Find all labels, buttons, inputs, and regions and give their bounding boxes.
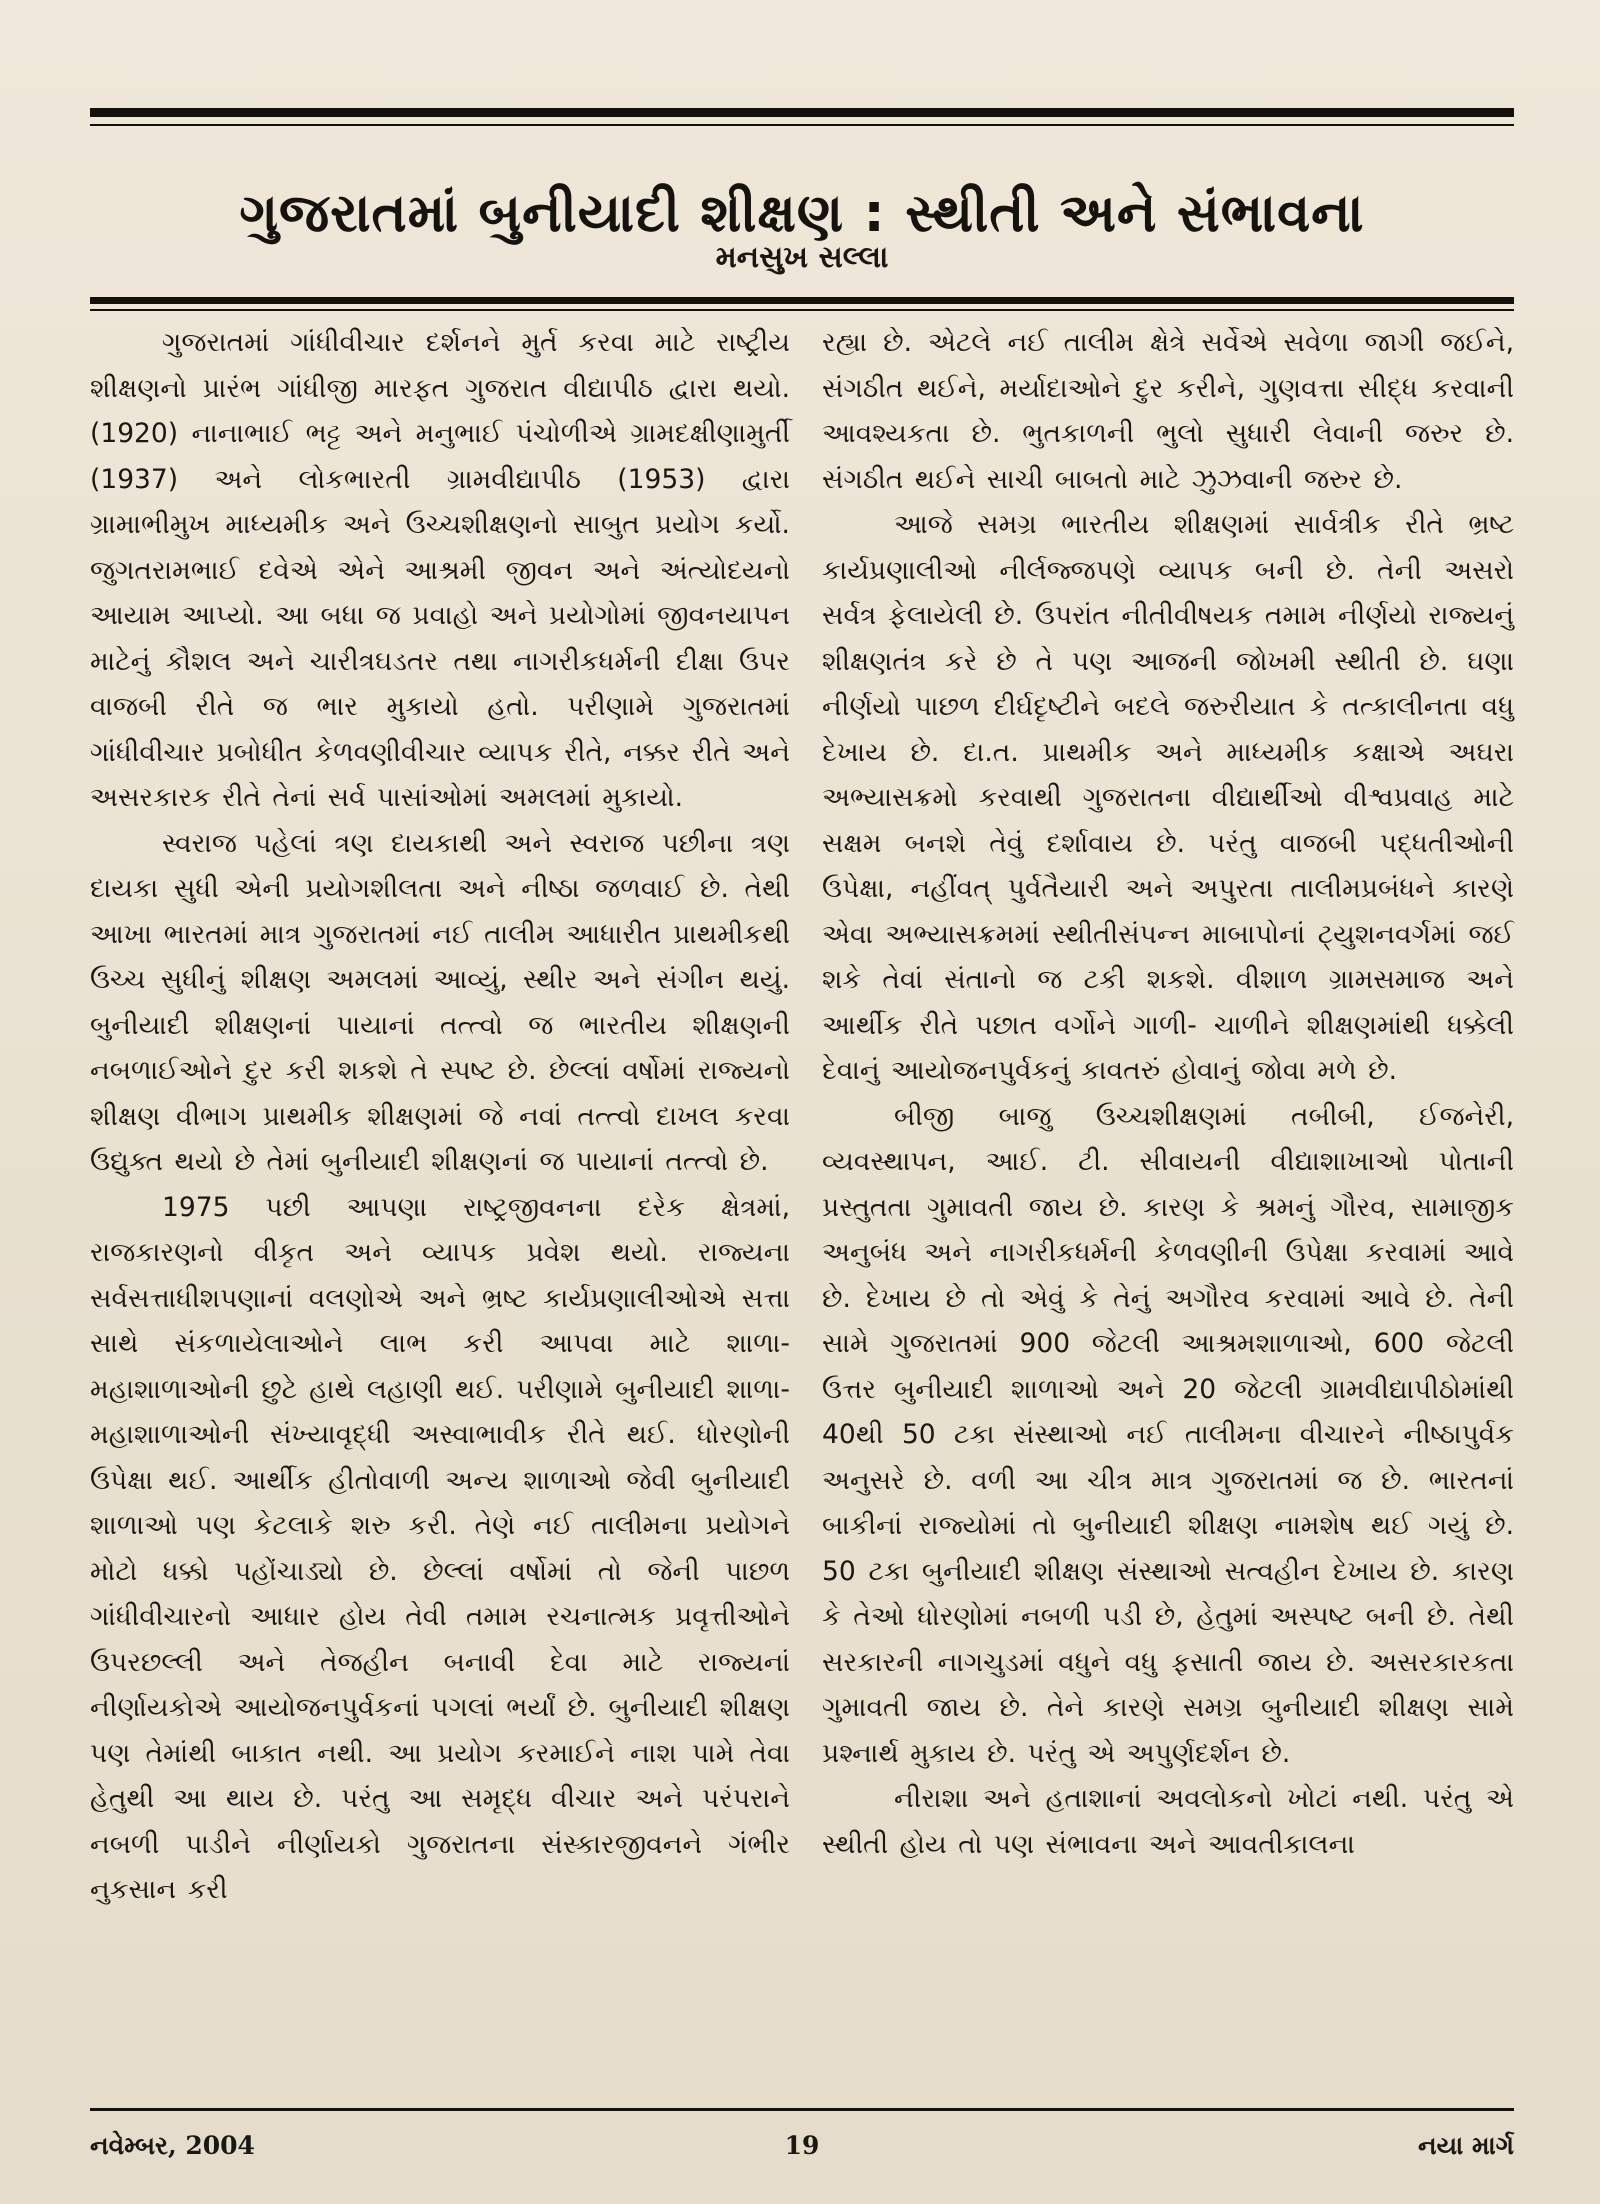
- paragraph: બીજી બાજુ ઉચ્ચશીક્ષણમાં તબીબી, ઈજનેરી, વ્યવસ્થાપન, આઈ. ટી. સીવાયની વીદ્યાશાખાઓ પોતાની પ્રસ્તુતતા ગુમાવતી જાય છે. કારણ કે શ્રમનું ગૌરવ, સામાજીક અનુબંધ અને નાગરીકધર્મની કેળવણીની ઉપેક્ષા કરવામાં આવે છે. દેખાય છે તો એવું કે તેનું અગૌરવ કરવામાં આવે છે. તેની સામે ગુજરાતમાં 900 જેટલી આશ્રમશાળાઓ, 600 જેટલી ઉત્તર બુનીયાદી શાળાઓ અને 20 જેટલી ગ્રામવીદ્યાપીઠોમાંથી 40થી 50 ટકા સંસ્થાઓ નઈ તાલીમના વીચારને નીષ્ઠાપુર્વક અનુસરે છે. વળી આ ચીત્ર માત્ર ગુજરાતમાં જ છે. ભારતનાં બાકીનાં રાજ્યોમાં તો બુનીયાદી શીક્ષણ નામશેષ થઈ ગયું છે. 50 ટકા બુનીયાદી શીક્ષણ સંસ્થાઓ સત્વહીન દેખાય છે. કારણ કે તેઓ ધોરણોમાં નબળી પડી છે, હેતુમાં અસ્પષ્ટ બની છે. તેથી સરકારની નાગચુડમાં વધુને વધુ ફસાતી જાય છે. અસરકારકતા ગુમાવતી જાય છે. તેને કારણે સમગ્ર બુનીયાદી શીક્ષણ સામે પ્રશ્નાર્થ મુકાય છે. પરંતુ એ અપુર્ણદર્શન છે.: [822, 1100, 1514, 1769]
- paragraph: 1975 પછી આપણા રાષ્ટ્રજીવનના દરેક ક્ષેત્રમાં, રાજકારણનો વીકૃત અને વ્યાપક પ્રવેશ થયો. રાજ્યના સર્વસત્તાધીશપણાનાં વલણોએ અને ભ્રષ્ટ કાર્યપ્રણાલીઓએ સત્તા સાથે સંકળાયેલાઓને લાભ કરી આપવા માટે શાળા-મહાશાળાઓની છુટે હાથે લહાણી થઈ. પરીણામે બુનીયાદી શાળા-મહાશાળાઓની સંખ્યાવૃદ્ધી અસ્વાભાવીક રીતે થઈ. ધોરણોની ઉપેક્ષા થઈ. આર્થીક હીતોવાળી અન્ય શાળાઓ જેવી બુનીયાદી શાળાઓ પણ કેટલાકે શરુ કરી. તેણે નઈ તાલીમના પ્રયોગને મોટો ધક્કો પહોંચાડ્યો છે. છેલ્લાં વર્ષોમાં તો જેની પાછળ ગાંધીવીચારનો આધાર હોય તેવી તમામ રચનાત્મક પ્રવૃત્તીઓને ઉપરછલ્લી અને તેજહીન બનાવી દેવા માટે રાજ્યનાં નીર્ણાયકોએ આયોજનપુર્વકનાં પગલાં ભર્યાં છે. બુનીયાદી શીક્ષણ પણ તેમાંથી બાકાત નથી. આ પ્રયોગ કરમાઈને નાશ પામે તેવા હેતુથી આ થાય છે. પરંતુ આ સમૃદ્ધ વીચાર અને પરંપરાને નબળી પાડીને નીર્ણાયકો ગુજરાતના સંસ્કારજીવનને ગંભીર નુકસાન કરી: [90, 1191, 790, 1905]
- page-number: 19: [784, 2131, 820, 2160]
- article-title: ગુજરાતમાં બુનીયાદી શીક્ષણ : સ્થીતી અને સંભાવના: [239, 182, 1365, 244]
- top-rule-thick: [90, 108, 1514, 117]
- left-column: [90, 320, 790, 1913]
- page-footer: [90, 2122, 1514, 2170]
- paragraph: નીરાશા અને હતાશાનાં અવલોકનો ખોટાં નથી. પરંતુ એ સ્થીતી હોય તો પણ સંભાવના અને આવતીકાલના: [822, 1783, 1514, 1860]
- paragraph: સ્વરાજ પહેલાં ત્રણ દાયકાથી અને સ્વરાજ પછીના ત્રણ દાયકા સુધી એની પ્રયોગશીલતા અને નીષ્ઠા જળવાઈ છે. તેથી આખા ભારતમાં માત્ર ગુજરાતમાં નઈ તાલીમ આધારીત પ્રાથમીકથી ઉચ્ચ સુધીનું શીક્ષણ અમલમાં આવ્યું, સ્થીર અને સંગીન થયું. બુનીયાદી શીક્ષણનાં પાયાનાં તત્ત્વો જ ભારતીય શીક્ષણની નબળાઈઓને દુર કરી શકશે તે સ્પષ્ટ છે. છેલ્લાં વર્ષોમાં રાજ્યનો શીક્ષણ વીભાગ પ્રાથમીક શીક્ષણમાં જે નવાં તત્ત્વો દાખલ કરવા ઉદ્યુક્ત થયો છે તેમાં બુનીયાદી શીક્ષણનાં જ પાયાનાં તત્ત્વો છે.: [90, 827, 790, 1177]
- header-rule-thin: [90, 309, 1514, 311]
- right-column: [822, 320, 1514, 1867]
- issue-date: નવેમ્બર, 2004: [90, 2131, 255, 2160]
- footer-rule: [90, 2108, 1514, 2111]
- header-rule-thick: [90, 297, 1514, 304]
- paragraph: ગુજરાતમાં ગાંધીવીચાર દર્શનને મુર્ત કરવા માટે રાષ્ટ્રીય શીક્ષણનો પ્રારંભ ગાંધીજી મારફત ગુજરાત વીદ્યાપીઠ દ્વારા થયો. (1920) નાનાભાઈ ભટ્ટ અને મનુભાઈ પંચોળીએ ગ્રામદક્ષીણામુર્તી (1937) અને લોકભારતી ગ્રામવીદ્યાપીઠ (1953) દ્વારા ગ્રામાભીમુખ માધ્યમીક અને ઉચ્ચશીક્ષણનો સાબુત પ્રયોગ કર્યો. જુગતરામભાઈ દવેએ એને આશ્રમી જીવન અને અંત્યોદયનો આયામ આપ્યો. આ બધા જ પ્રવાહો અને પ્રયોગોમાં જીવનયાપન માટેનું કૌશલ અને ચારીત્રઘડતર તથા નાગરીકધર્મની દીક્ષા ઉપર વાજબી રીતે જ ભાર મુકાયો હતો. પરીણામે ગુજરાતમાં ગાંધીવીચાર પ્રબોધીત કેળવણીવીચાર વ્યાપક રીતે, નક્કર રીતે અને અસરકારક રીતે તેનાં સર્વ પાસાંઓમાં અમલમાં મુકાયો.: [90, 327, 790, 813]
- top-rule-thin: [90, 124, 1514, 126]
- paragraph: આજે સમગ્ર ભારતીય શીક્ષણમાં સાર્વત્રીક રીતે ભ્રષ્ટ કાર્યપ્રણાલીઓ નીર્લજ્જપણે વ્યાપક બની છે. તેની અસરો સર્વત્ર ફેલાયેલી છે. ઉપરાંત નીતીવીષયક તમામ નીર્ણયો રાજ્યનું શીક્ષણતંત્ર કરે છે તે પણ આજની જોખમી સ્થીતી છે. ઘણા નીર્ણયો પાછળ દીર્ઘદૃષ્ટીને બદલે જરુરીયાત કે તત્કાલીનતા વધુ દેખાય છે. દા.ત. પ્રાથમીક અને માધ્યમીક કક્ષાએ અઘરા અભ્યાસક્રમો કરવાથી ગુજરાતના વીદ્યાર્થીઓ વીશ્વપ્રવાહ માટે સક્ષમ બનશે તેવું દર્શાવાય છે. પરંતુ વાજબી પદ્ધતીઓની ઉપેક્ષા, નહીંવત્ પુર્વતૈયારી અને અપુરતા તાલીમપ્રબંધને કારણે એવા અભ્યાસક્રમમાં સ્થીતીસંપન્ન માબાપોનાં ટ્યુશનવર્ગમાં જઈ શકે તેવાં સંતાનો જ ટકી શકશે. વીશાળ ગ્રામસમાજ અને આર્થીક રીતે પછાત વર્ગોને ગાળી- ચાળીને શીક્ષણમાંથી ધક્કેલી દેવાનું આયોજનપુર્વકનું કાવતરું હોવાનું જોવા મળે છે.: [822, 509, 1514, 1086]
- paragraph-continued: રહ્યા છે. એટલે નઈ તાલીમ ક્ષેત્રે સર્વેએ સવેળા જાગી જઈને, સંગઠીત થઈને, મર્યાદાઓને દુર કરીને, ગુણવત્તા સીદ્ધ કરવાની આવશ્યકતા છે. ભુતકાળની ભુલો સુધારી લેવાની જરુર છે. સંગઠીત થઈને સાચી બાબતો માટે ઝુઝવાની જરુર છે.: [822, 327, 1514, 495]
- magazine-name: નયા માર્ગ: [1418, 2131, 1514, 2160]
- article-author: મનસુખ સલ્લા: [715, 240, 889, 275]
